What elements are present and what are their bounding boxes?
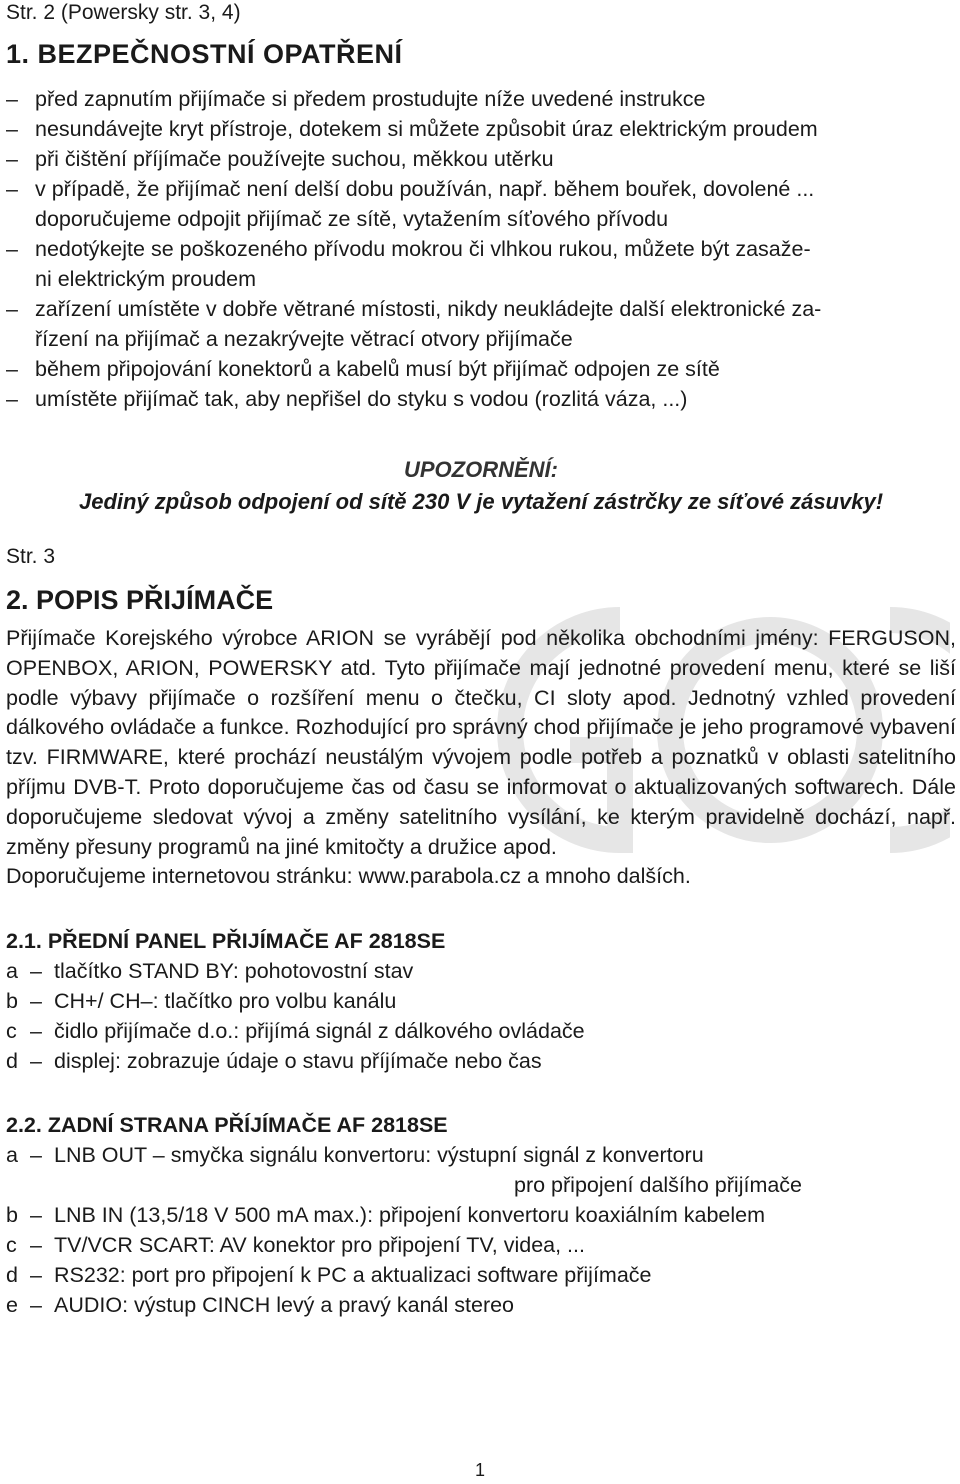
content — [6, 0, 956, 1320]
rear-panel-item: b – LNB IN (13,5/18 V 500 mA max.): připojení konvertoru koaxiálním kabelem — [6, 1203, 766, 1228]
dash-bullet: – — [6, 357, 18, 381]
front-panel-item: d – displej: zobrazuje údaje o stavu příjímače nebo čas — [6, 1049, 542, 1074]
section-1-title: 1. BEZPEČNOSTNÍ OPATŘENÍ — [6, 39, 403, 69]
dash-bullet: – — [6, 237, 18, 261]
list-item-continuation: ni elektrickým proudem — [35, 267, 257, 291]
header-page-ref: Str. 2 (Powersky str. 3, 4) — [6, 1, 241, 24]
list-item: – umístěte přijímač tak, aby nepřišel do styku s vodou (rozlitá váza, ...) — [6, 384, 956, 414]
rear-panel-item: a – LNB OUT – smyčka signálu konvertoru: výstupní signál z konvertoru — [6, 1143, 704, 1168]
dash-bullet: – — [6, 297, 18, 321]
list-item: – v případě, že přijímač není delší dobu používán, např. během bouřek, dovolené ... — [6, 174, 956, 204]
page-number: 1 — [474, 1460, 485, 1480]
section-2-title: 2. POPIS PŘIJÍMAČE — [6, 585, 274, 615]
dash-bullet: – — [6, 387, 18, 411]
mid-page-ref: Str. 3 — [6, 545, 56, 568]
front-panel-title: 2.1. PŘEDNÍ PANEL PŘIJÍMAČE AF 2818SE — [6, 929, 446, 954]
rear-panel-item: c – TV/VCR SCART: AV konektor pro připojení TV, videa, ... — [6, 1233, 585, 1258]
list-item: – nedotýkejte se poškozeného přívodu mokrou či vlhkou rukou, můžete být zasaže- — [6, 234, 956, 264]
list-item: – před zapnutím přijímače si předem prostudujte níže uvedené instrukce — [6, 84, 956, 114]
dash-bullet: – — [6, 177, 18, 201]
list-item: – zařízení umístěte v dobře větrané místosti, nikdy neukládejte další elektronické za- — [6, 294, 956, 324]
warning-text: Jediný způsob odpojení od sítě 230 V je vytažení zástrčky ze síťové zásuvky! — [78, 489, 884, 514]
dash-bullet: – — [6, 117, 18, 141]
rear-panel-item-continuation: pro připojení dalšího přijímače — [514, 1173, 803, 1198]
rear-panel-title: 2.2. ZADNÍ STRANA PŘÍJÍMAČE AF 2818SE — [6, 1113, 448, 1138]
safety-list — [6, 84, 956, 414]
front-panel-item: c – čidlo přijímače d.o.: přijímá signál z dálkového ovládače — [6, 1019, 585, 1044]
rear-panel-item: e – AUDIO: výstup CINCH levý a pravý kanál stereo — [6, 1293, 515, 1318]
recommend-paragraph: Doporučujeme internetovou stránku: www.parabola.cz a mnoho dalších. — [6, 864, 691, 889]
front-panel-item: a – tlačítko STAND BY: pohotovostní stav — [6, 959, 414, 984]
list-item: – nesundávejte kryt přístroje, dotekem si můžete způsobit úraz elektrickým proudem — [6, 114, 956, 144]
dash-bullet: – — [6, 147, 18, 171]
dash-bullet: – — [6, 87, 18, 111]
list-item: – při čištění příjímače používejte suchou, měkkou utěrku — [6, 144, 956, 174]
description-paragraph: Přijímače Korejského výrobce ARION se vyrábějí pod několika obchodními jmény: FERGUSON, OPENBOX, ARION, POWERSKY atd. Tyto přijímače mají jednotné provedení menu, které se liší podle výbavy přijímače o rozšíření menu o čtečku, CI sloty apod. Jednotný vzhled provedení dálkového ovládače a funkce. Rozhodující pro správný chod přijímače je jeho programové vybavení tzv. FIRMWARE, které prochází neustálým vývojem podle potřeb a poznatků v oblasti satelitního příjmu DVB-T. Proto doporučujeme čas od času se informovat o aktualizovaných softwarech. Dále doporučujeme sledovat vývoj a změny satelitního vysílání, ke kterým pravidelně dochází, např. změny přesuny programů na jiné kmitočty a družice apod. — [6, 626, 956, 859]
front-panel-item: b – CH+/ CH–: tlačítko pro volbu kanálu — [6, 989, 397, 1014]
list-item-continuation: doporučujeme odpojit přijímač ze sítě, vytažením síťového přívodu — [35, 207, 669, 231]
rear-panel-item: d – RS232: port pro připojení k PC a aktualizaci software přijímače — [6, 1263, 652, 1288]
list-item-continuation: řízení na přijímač a nezakrývejte větrací otvory přijímače — [35, 327, 573, 351]
warning-title: UPOZORNĚNÍ: — [404, 457, 558, 482]
list-item: – během připojování konektorů a kabelů musí být přijímač odpojen ze sítě — [6, 354, 956, 384]
warning-box — [6, 454, 956, 518]
